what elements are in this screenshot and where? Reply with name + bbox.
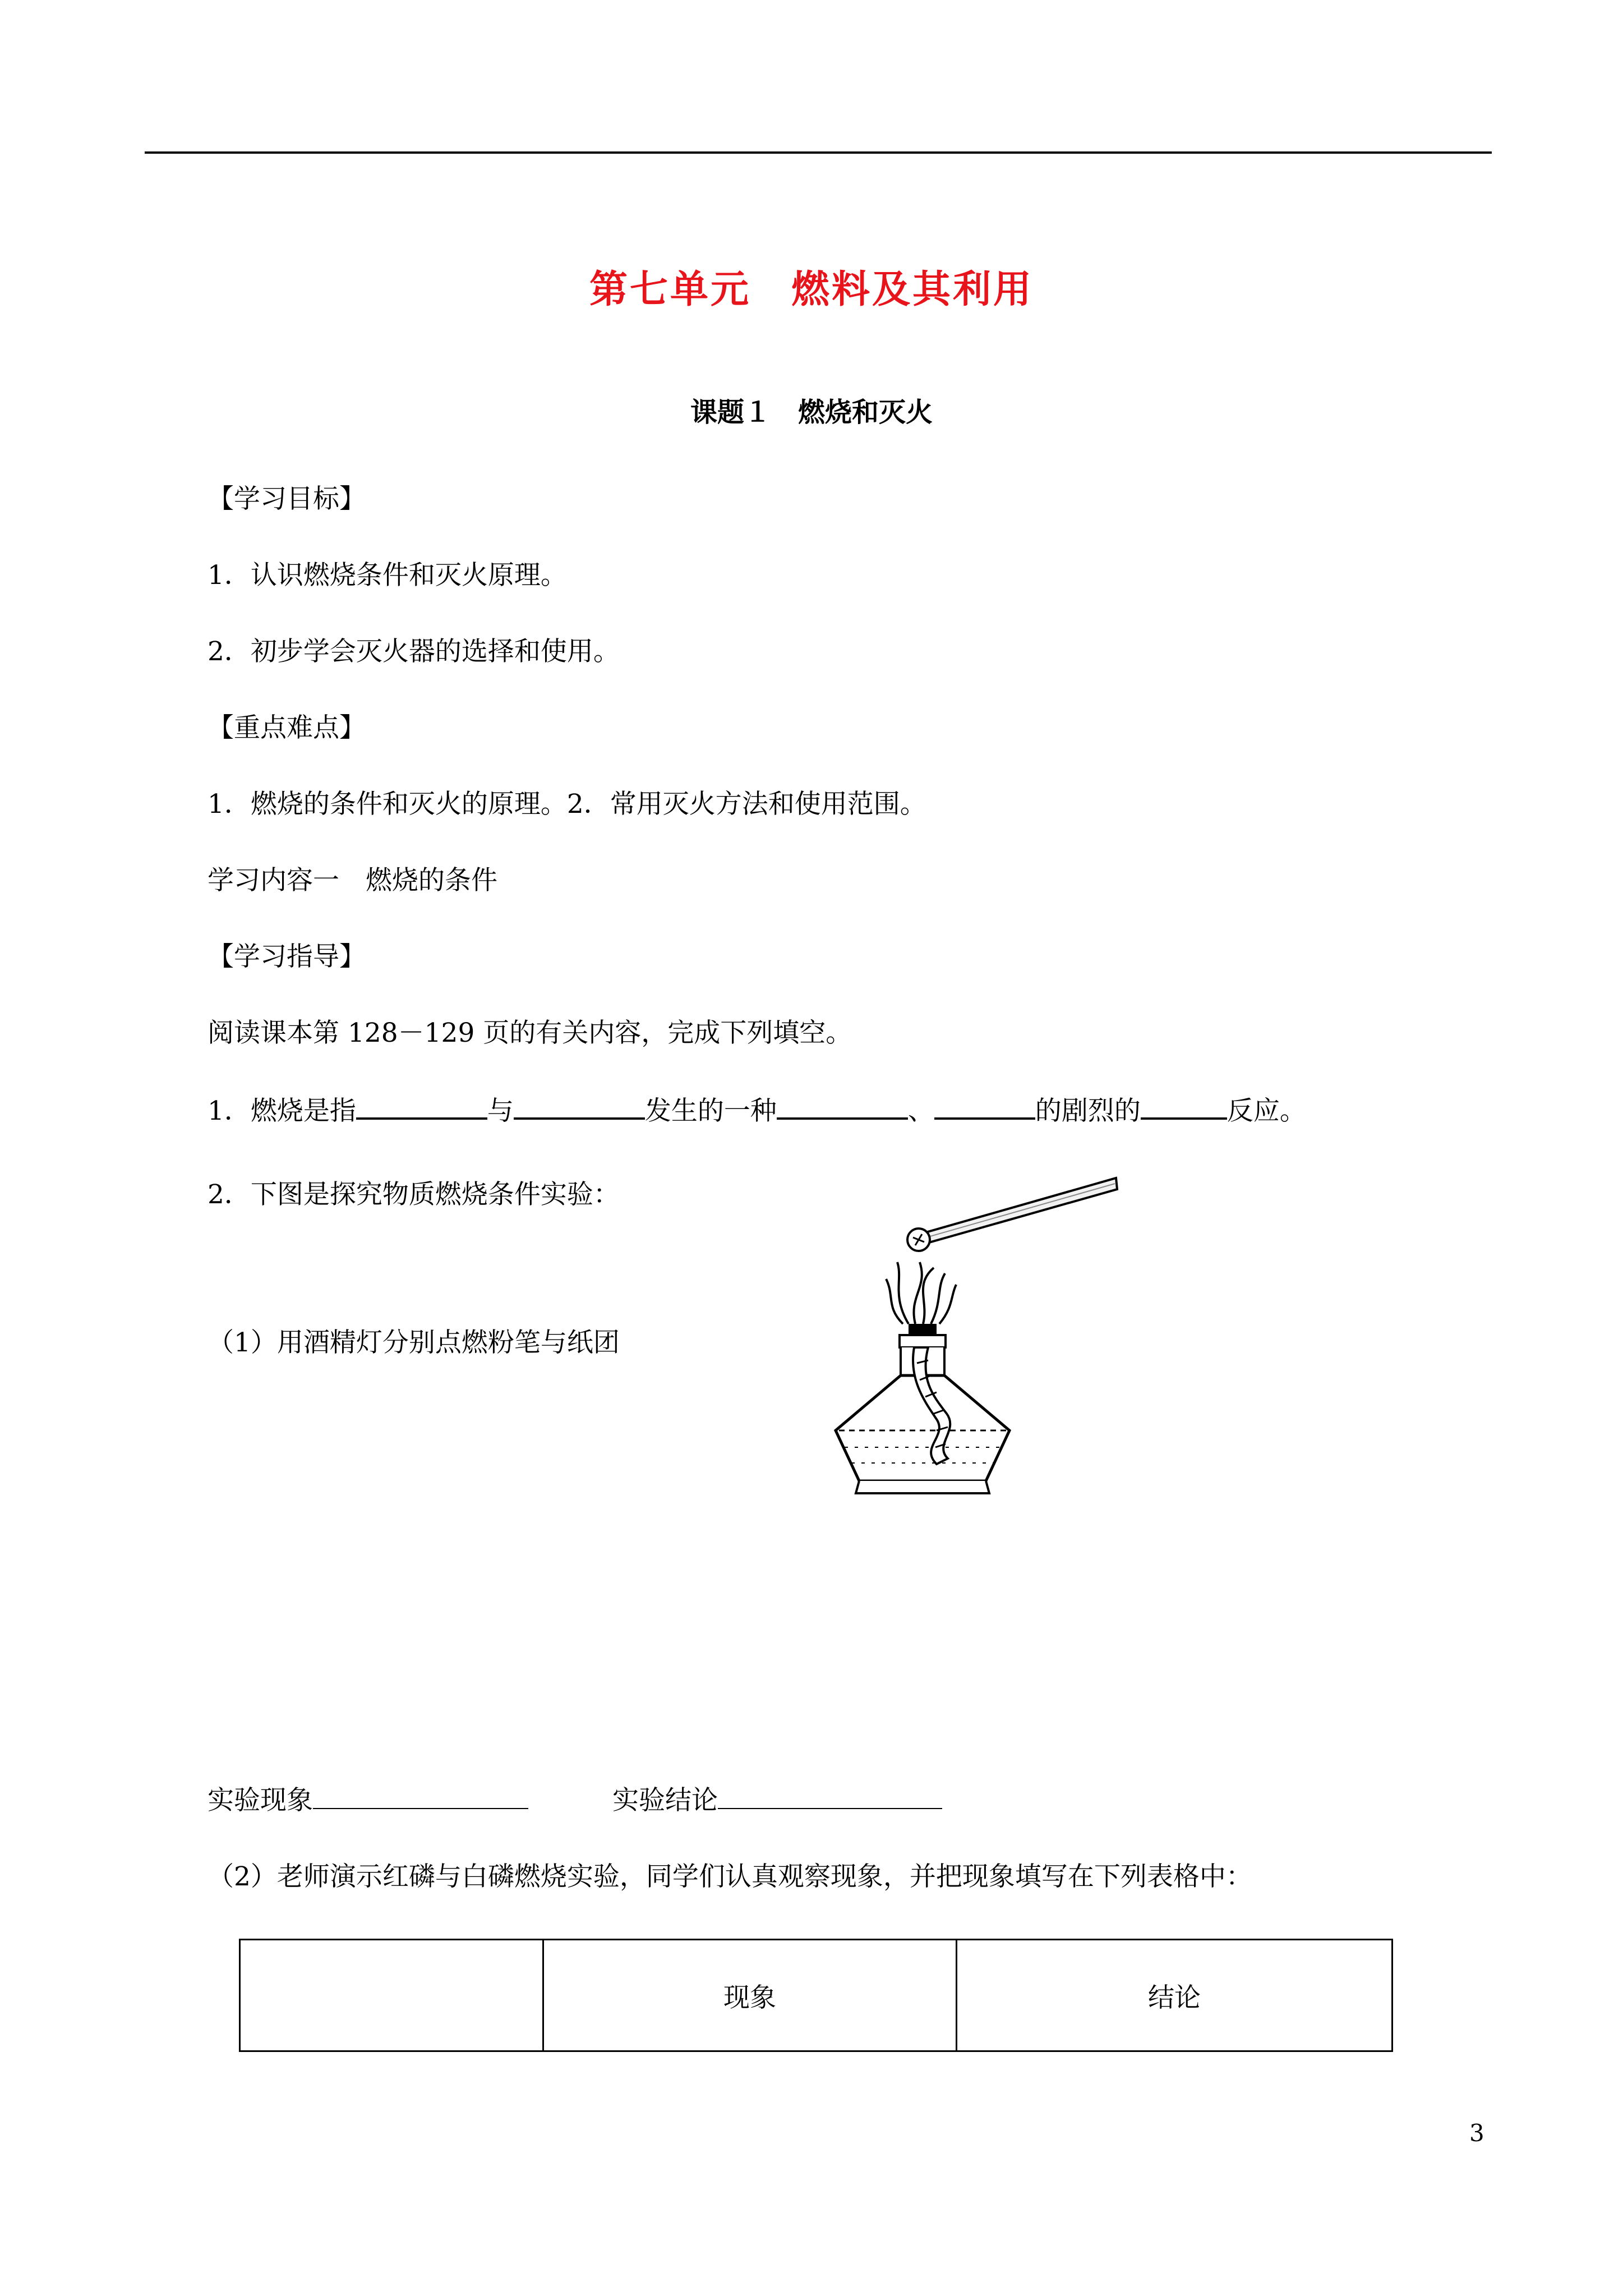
goals-heading: 【学习目标】	[208, 484, 366, 514]
observation-conclusion-row	[208, 1784, 942, 1818]
blank-4[interactable]	[934, 1093, 1035, 1120]
header-rule	[145, 151, 1492, 154]
table-header-cell: 现象	[543, 1940, 957, 2051]
conclusion-label: 实验结论	[612, 1785, 718, 1816]
goal-1: 1．认识燃烧条件和灭火原理。	[208, 560, 567, 591]
key-heading: 【重点难点】	[208, 712, 366, 743]
q1-prefix: 1．燃烧是指	[208, 1096, 356, 1126]
blank-3[interactable]	[777, 1093, 908, 1120]
question-1	[208, 1093, 1306, 1128]
table-header-cell	[240, 1940, 543, 2051]
content-1-heading: 学习内容一 燃烧的条件	[208, 865, 497, 896]
key-line: 1．燃烧的条件和灭火的原理。2．常用灭火方法和使用范围。	[208, 789, 926, 820]
q1-part2: 与	[487, 1096, 514, 1126]
guide-line: 阅读课本第 128－129 页的有关内容，完成下列填空。	[208, 1018, 852, 1048]
goal-2: 2．初步学会灭火器的选择和使用。	[208, 636, 620, 667]
blank-2[interactable]	[514, 1093, 645, 1120]
blank-1[interactable]	[356, 1093, 487, 1120]
q1-part3: 发生的一种	[644, 1096, 777, 1126]
results-table	[239, 1939, 1393, 2052]
q2-step-1: （1）用酒精灯分别点燃粉笔与纸团	[208, 1327, 620, 1358]
table-header-cell: 结论	[957, 1940, 1393, 2051]
table-row	[240, 1940, 1393, 2051]
q1-suffix: 反应。	[1227, 1096, 1306, 1126]
observation-blank[interactable]	[313, 1786, 528, 1809]
page-number: 3	[1469, 2119, 1484, 2147]
unit-title: 第七单元 燃料及其利用	[589, 267, 1034, 312]
question-2: 2．下图是探究物质燃烧条件实验：	[208, 1179, 620, 1210]
q1-part5: 的剧烈的	[1035, 1096, 1141, 1126]
q1-part4: 、	[907, 1096, 934, 1126]
conclusion-blank[interactable]	[718, 1786, 942, 1809]
observation-label: 实验现象	[208, 1785, 313, 1816]
q2-step-2: （2）老师演示红磷与白磷燃烧实验，同学们认真观察现象，并把现象填写在下列表格中：	[208, 1861, 1252, 1892]
lesson-title: 课题１ 燃烧和灭火	[690, 397, 933, 428]
blank-5[interactable]	[1141, 1093, 1227, 1120]
guide-heading: 【学习指导】	[208, 941, 366, 972]
alcohol-lamp-with-tongs-icon	[824, 1167, 1127, 1503]
